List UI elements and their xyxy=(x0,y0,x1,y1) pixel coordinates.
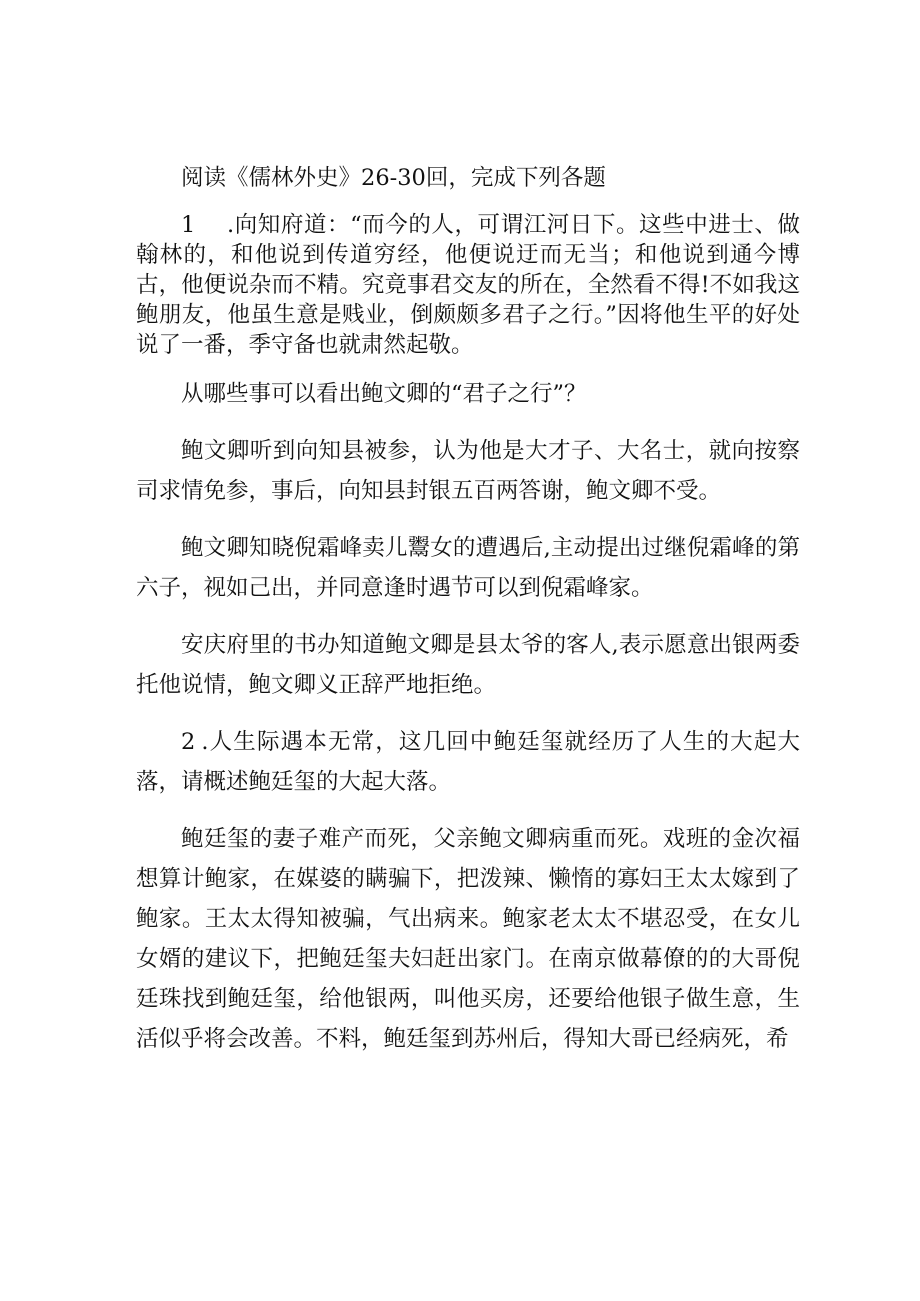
question-2-body: .人生际遇本无常，这几回中鲍廷玺就经历了人生的大起大落，请概述鲍廷玺的大起大落。 xyxy=(136,729,800,795)
document-page xyxy=(136,158,800,1059)
document-title: 阅读《儒林外史》26-30回，完成下列各题 xyxy=(181,165,606,191)
answer-2-text: 鲍廷玺的妻子难产而死，父亲鲍文卿病重而死。戏班的金次福想算计鲍家，在媒婆的瞒骗下，把泼辣、懒惰的寡妇王太太嫁到了鲍家。王太太得知被骗，气出病来。鲍家老太太不堪忍受，在女儿女婿的建议下，把鲍廷玺夫妇赶出家门。在南京做幕僚的的大哥倪廷珠找到鲍廷玺，给他银两，叫他买房，还要给他银子做生意，生活似乎将会改善。不料，鲍廷玺到苏州后，得知大哥已经病死，希 xyxy=(136,826,800,1052)
answer-1-item-2: 鲍文卿知晓倪霜峰卖儿鬻女的遭遇后,主动提出过继倪霜峰的第六子，视如己出，并同意逢时遇节可以到倪霜峰家。 xyxy=(136,535,800,601)
question-1-number: 1 xyxy=(181,212,196,238)
question-1-text xyxy=(136,210,800,360)
question-2-text xyxy=(136,722,800,802)
answer-1-item-1: 鲍文卿听到向知县被参，认为他是大才子、大名士，就向按察司求情免参，事后，向知县封银五百两答谢，鲍文卿不受。 xyxy=(136,438,800,504)
answer-1-item-3: 安庆府里的书办知道鲍文卿是县太爷的客人,表示愿意出银两委托他说情，鲍文卿义正辞严地拒绝。 xyxy=(136,632,800,698)
question-1-body: .向知府道：“而今的人，可谓江河日下。这些中进士、做翰林的，和他说到传道穷经，他便说迂而无当；和他说到通今博古，他便说杂而不精。究竟事君交友的所在，全然看不得!不如我这鲍朋友，他虽生意是贱业，倒颇颇多君子之行。”因将他生平的好处说了一番，季守备也就肃然起敬。 xyxy=(136,212,800,358)
question-2-number: 2 xyxy=(181,729,196,755)
question-1-prompt: 从哪些事可以看出鲍文卿的“君子之行”？ xyxy=(181,381,587,407)
